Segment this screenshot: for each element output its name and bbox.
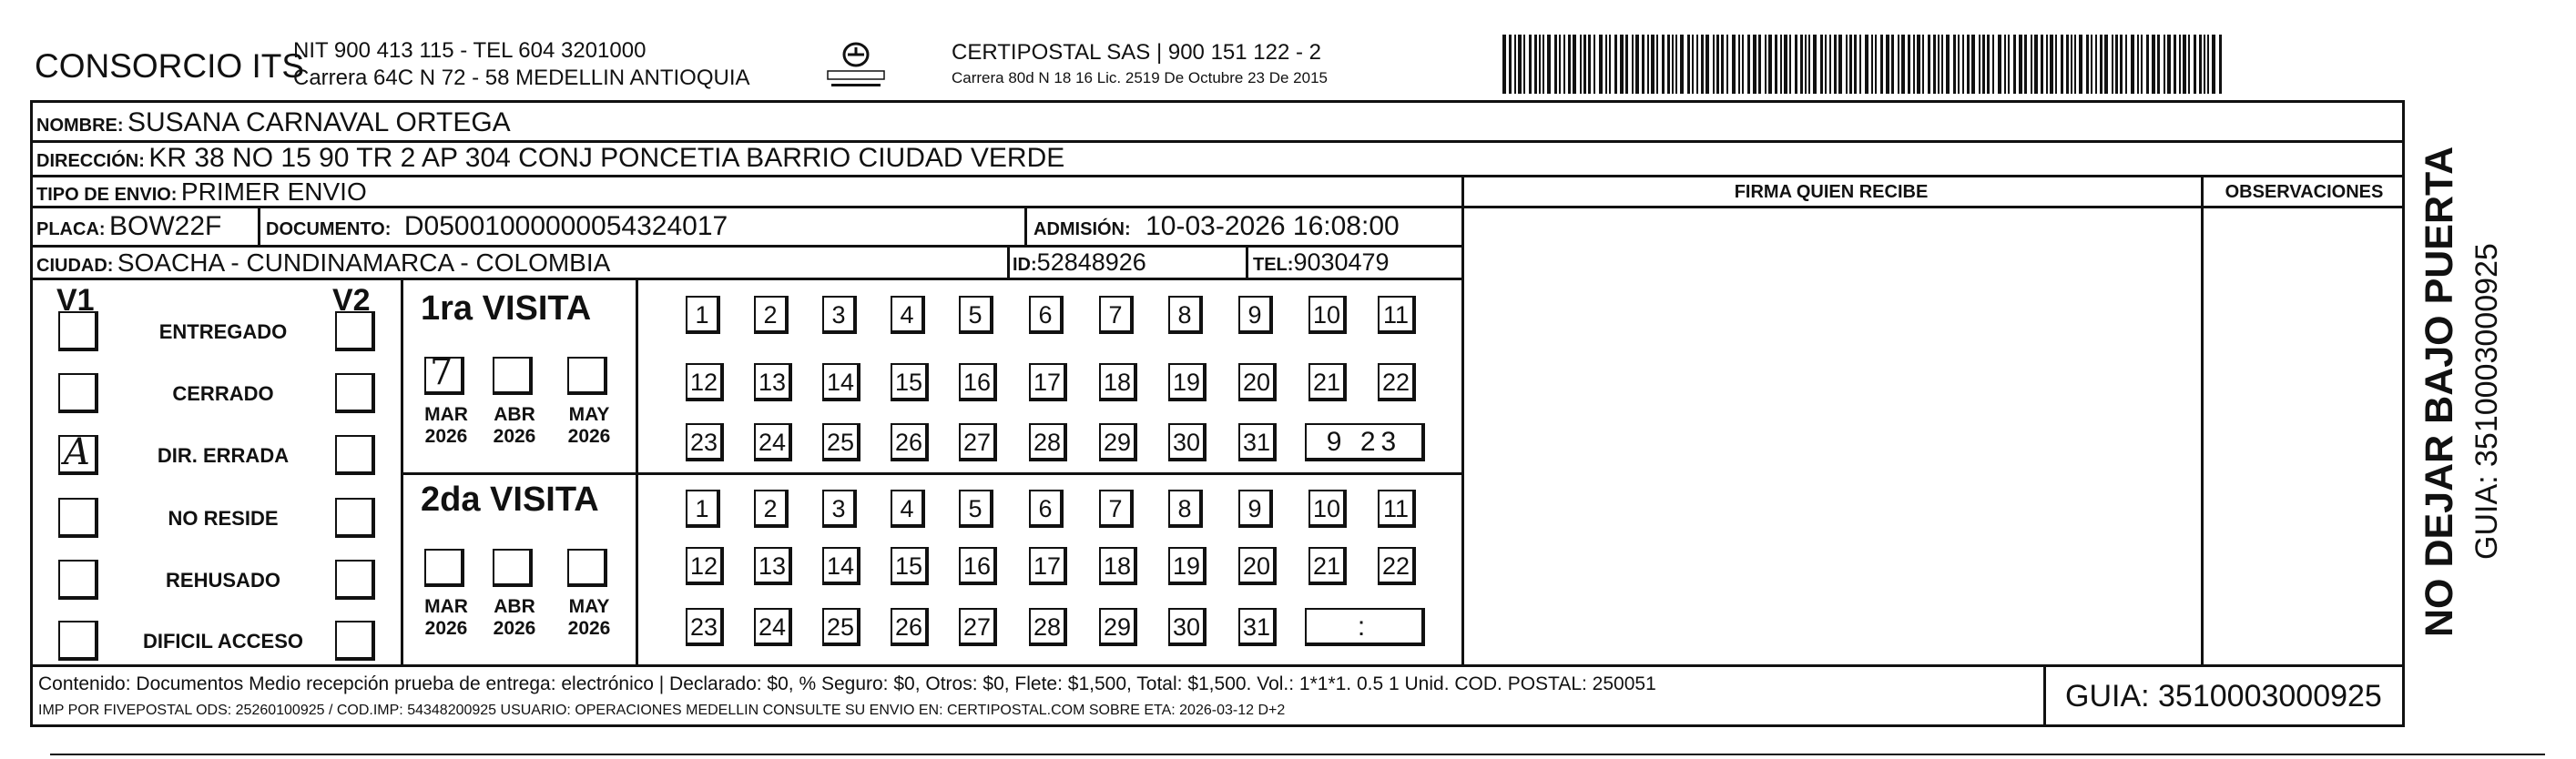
barcode-bar [1758, 35, 1761, 94]
day-checkbox[interactable]: 13 [754, 363, 792, 401]
v1-checkbox[interactable] [58, 621, 98, 661]
barcode-bar [1808, 35, 1810, 94]
day-checkbox[interactable]: 7 [1099, 296, 1134, 334]
v1-checkbox[interactable] [58, 373, 98, 413]
day-checkbox[interactable]: 20 [1238, 363, 1277, 401]
documento-value: D05001000000054324017 [403, 211, 728, 241]
barcode-bar [1509, 35, 1512, 94]
year-label: 2026 [567, 426, 611, 447]
barcode-bar [1886, 35, 1889, 94]
day-checkbox[interactable]: 9 [1238, 490, 1273, 528]
barcode-bar [1846, 35, 1848, 94]
barcode-bar [2095, 35, 2097, 94]
barcode-bar [1534, 35, 1537, 94]
nombre-value: SUSANA CARNAVAL ORTEGA [127, 107, 511, 137]
day-checkbox[interactable]: 3 [822, 490, 857, 528]
status-label: REHUSADO [166, 569, 280, 592]
barcode-bar [1800, 35, 1803, 94]
day-checkbox[interactable]: 23 [686, 423, 724, 461]
barcode-bar [1687, 35, 1690, 94]
barcode-bar [1716, 35, 1719, 94]
barcode-bar [1967, 35, 1970, 94]
year-label: 2026 [493, 426, 536, 447]
status-label: DIFICIL ACCESO [142, 630, 303, 653]
month-checkbox[interactable] [567, 357, 607, 395]
v2-label: V2 [332, 283, 371, 318]
barcode-bar [2100, 35, 2103, 94]
day-checkbox[interactable]: 25 [822, 423, 860, 461]
barcode-bar [1547, 35, 1551, 94]
barcode-bar [2066, 35, 2069, 94]
barcode-bar [1880, 35, 1883, 94]
barcode-bar [1518, 35, 1522, 94]
barcode-bar [2091, 35, 2092, 94]
direccion-label: DIRECCIÓN: [36, 151, 145, 171]
day-checkbox[interactable]: 12 [686, 363, 724, 401]
year-label: 2026 [567, 618, 611, 639]
barcode-bar [2074, 35, 2076, 94]
barcode-bar [1979, 35, 1980, 94]
month-label: MAY [568, 404, 610, 425]
barcode-bar [2207, 35, 2209, 94]
side-guia-text: GUIA: 3510003000925 [2469, 243, 2504, 560]
barcode-bar [2061, 35, 2063, 94]
side-guia [2469, 177, 2510, 560]
month-label: MAY [568, 596, 610, 617]
day-checkbox[interactable]: 8 [1168, 296, 1203, 334]
day-checkbox[interactable]: 30 [1168, 608, 1207, 646]
barcode-bar [1953, 35, 1956, 94]
day-checkbox[interactable]: 15 [891, 363, 929, 401]
side-warning [2418, 127, 2463, 637]
company-nit: NIT 900 413 115 - TEL 604 3201000 [293, 38, 647, 63]
id-value: 52848926 [1036, 248, 1146, 276]
day-checkbox[interactable]: 30 [1168, 423, 1207, 461]
barcode-bar [2188, 35, 2190, 94]
barcode-bar [2041, 35, 2043, 94]
day-checkbox[interactable]: 6 [1029, 490, 1064, 528]
tipo-label: TIPO DE ENVIO: [36, 185, 178, 205]
day-checkbox[interactable]: 29 [1099, 423, 1137, 461]
documento-label: DOCUMENTO: [266, 219, 392, 239]
barcode-bar [1554, 35, 1557, 94]
barcode-bar [2013, 35, 2016, 94]
barcode-bar [1580, 35, 1582, 94]
barcode-bar [1854, 35, 1857, 94]
barcode-bar [1732, 35, 1736, 94]
day-checkbox[interactable]: 24 [754, 608, 792, 646]
status-label: DIR. ERRADA [157, 444, 290, 467]
barcode-bar [1992, 35, 1994, 94]
barcode-bar [2034, 35, 2038, 94]
barcode-bar [1529, 35, 1532, 94]
barcode-bar [2219, 35, 2222, 94]
carrier-address: Carrera 80d N 18 16 Lic. 2519 De Octubre 23 De 2015 [952, 69, 1328, 86]
v2-checkbox[interactable] [335, 435, 375, 475]
time-field[interactable]: 9 23 [1305, 423, 1425, 461]
barcode-bar [2131, 35, 2134, 94]
day-checkbox[interactable]: 22 [1378, 363, 1416, 401]
month-label: MAR [424, 596, 468, 617]
barcode-bar [1859, 35, 1861, 94]
day-checkbox[interactable]: 17 [1029, 363, 1067, 401]
day-checkbox[interactable]: 16 [959, 547, 997, 585]
barcode-bar [1642, 35, 1644, 94]
barcode-bar [1938, 35, 1940, 94]
barcode-bar [1825, 35, 1827, 94]
barcode-bar [1662, 35, 1665, 94]
barcode-bar [1614, 35, 1617, 94]
day-checkbox[interactable]: 11 [1378, 490, 1416, 528]
barcode-bar [2019, 35, 2022, 94]
barcode-bar [1917, 35, 1920, 94]
barcode-bar [1747, 35, 1750, 94]
month-label: MAR [424, 404, 468, 425]
barcode-bar [1701, 35, 1704, 94]
barcode-bar [2204, 35, 2205, 94]
month-label: ABR [494, 404, 535, 425]
barcode-bar [1568, 35, 1571, 94]
tel-label: TEL: [1253, 255, 1294, 275]
day-checkbox[interactable]: 11 [1378, 296, 1416, 334]
barcode-bar [1559, 35, 1561, 94]
company-name: CONSORCIO ITS [35, 47, 305, 85]
day-checkbox[interactable]: 25 [822, 608, 860, 646]
barcode-bar [2167, 35, 2171, 94]
barcode-bar [1891, 35, 1894, 94]
placa-label: PLACA: [36, 219, 106, 239]
day-checkbox[interactable]: 20 [1238, 547, 1277, 585]
barcode-bar [2137, 35, 2139, 94]
barcode-bar [1941, 35, 1943, 94]
day-checkbox[interactable]: 28 [1029, 423, 1067, 461]
direccion-row [36, 143, 1064, 174]
certipostal-logo [824, 36, 888, 93]
barcode-bar [2031, 35, 2032, 94]
month-label: ABR [494, 596, 535, 617]
barcode [1502, 35, 2222, 94]
barcode-bar [2212, 35, 2215, 94]
day-checkbox[interactable]: 3 [822, 296, 857, 334]
barcode-bar [1543, 35, 1544, 94]
barcode-bar [1829, 35, 1831, 94]
barcode-bar [1865, 35, 1868, 94]
barcode-bar [1599, 35, 1603, 94]
barcode-bar [1647, 35, 1649, 94]
barcode-bar [2046, 35, 2048, 94]
observaciones-header: OBSERVACIONES [2225, 182, 2384, 202]
barcode-bar [1605, 35, 1607, 94]
day-checkbox[interactable]: 5 [959, 296, 993, 334]
barcode-bar [1573, 35, 1576, 94]
company-address: Carrera 64C N 72 - 58 MEDELLIN ANTIOQUIA [293, 66, 750, 90]
day-checkbox[interactable]: 10 [1308, 490, 1347, 528]
tel-value: 9030479 [1293, 248, 1390, 276]
barcode-bar [1632, 35, 1634, 94]
day-checkbox[interactable]: 31 [1238, 423, 1277, 461]
barcode-bar [1765, 35, 1767, 94]
barcode-bar [1675, 35, 1677, 94]
year-label: 2026 [424, 426, 468, 447]
day-checkbox[interactable]: 26 [891, 608, 929, 646]
nombre-label: NOMBRE: [36, 116, 124, 136]
barcode-bar [1849, 35, 1852, 94]
barcode-bar [1563, 35, 1565, 94]
v1-checkbox[interactable] [58, 311, 98, 351]
barcode-bar [2079, 35, 2082, 94]
barcode-bar [1502, 35, 1506, 94]
barcode-bar [1998, 35, 2001, 94]
barcode-bar [1713, 35, 1715, 94]
v2-checkbox[interactable] [335, 498, 375, 538]
status-label: ENTREGADO [158, 320, 288, 343]
v1-label: V1 [56, 283, 95, 318]
barcode-bar [1820, 35, 1823, 94]
barcode-bar [1834, 35, 1837, 94]
barcode-bar [1922, 35, 1924, 94]
day-checkbox[interactable]: 4 [891, 490, 925, 528]
month-checkbox[interactable] [493, 357, 533, 395]
barcode-bar [1588, 35, 1591, 94]
status-label: NO RESIDE [168, 507, 279, 530]
barcode-bar [1721, 35, 1724, 94]
day-checkbox[interactable]: 14 [822, 547, 860, 585]
barcode-bar [1958, 35, 1960, 94]
barcode-bar [1514, 35, 1516, 94]
barcode-bar [1898, 35, 1899, 94]
barcode-bar [1908, 35, 1910, 94]
day-checkbox[interactable]: 31 [1238, 608, 1277, 646]
barcode-bar [1987, 35, 1990, 94]
barcode-bar [1789, 35, 1791, 94]
ciudad-value: SOACHA - CUNDINAMARCA - COLOMBIA [117, 248, 611, 277]
barcode-bar [2141, 35, 2143, 94]
day-checkbox[interactable]: 27 [959, 608, 997, 646]
day-checkbox[interactable]: 16 [959, 363, 997, 401]
admision-row [1033, 211, 1400, 242]
carrier-name: CERTIPOSTAL SAS | 900 151 122 - 2 [952, 40, 1321, 65]
ciudad-row [36, 248, 610, 278]
barcode-bar [2008, 35, 2010, 94]
month-checkbox[interactable] [424, 549, 464, 587]
barcode-bar [1620, 35, 1624, 94]
barcode-bar [1651, 35, 1655, 94]
barcode-bar [2146, 35, 2149, 94]
barcode-bar [2004, 35, 2006, 94]
barcode-bar [1795, 35, 1797, 94]
barcode-bar [2179, 35, 2181, 94]
barcode-bar [2104, 35, 2108, 94]
footer-guia: GUIA: 3510003000925 [2065, 679, 2382, 713]
day-checkbox[interactable]: 14 [822, 363, 860, 401]
barcode-bar [1609, 35, 1611, 94]
day-checkbox[interactable]: 29 [1099, 608, 1137, 646]
admision-label: ADMISIÓN: [1033, 219, 1131, 239]
admision-value: 10-03-2026 16:08:00 [1145, 211, 1400, 241]
barcode-bar [2115, 35, 2118, 94]
year-label: 2026 [424, 618, 468, 639]
barcode-bar [2152, 35, 2155, 94]
day-checkbox[interactable]: 28 [1029, 608, 1067, 646]
nombre-row [36, 107, 511, 138]
barcode-bar [1775, 35, 1777, 94]
day-checkbox[interactable]: 2 [754, 296, 789, 334]
barcode-bar [1672, 35, 1674, 94]
handwritten-month-mark: 7 [430, 351, 453, 393]
barcode-bar [2024, 35, 2027, 94]
barcode-bar [2086, 35, 2089, 94]
day-checkbox[interactable]: 19 [1168, 363, 1207, 401]
handwritten-mark: A [64, 431, 90, 473]
barcode-bar [1667, 35, 1670, 94]
barcode-bar [2071, 35, 2072, 94]
v2-checkbox[interactable] [335, 621, 375, 661]
barcode-bar [1593, 35, 1595, 94]
day-checkbox[interactable]: 15 [891, 547, 929, 585]
side-warning-text: NO DEJAR BAJO PUERTA [2418, 146, 2461, 637]
day-checkbox[interactable]: 10 [1308, 296, 1347, 334]
barcode-bar [1838, 35, 1842, 94]
footer-imp: IMP POR FIVEPOSTAL ODS: 25260100925 / COD.IMP: 54348200925 USUARIO: OPERACIONES MEDELLIN CONSULTE SU ENVIO EN: CERTIPOSTAL.COM SOBRE ETA: 2026-03-12 D+2 [38, 703, 1286, 718]
day-checkbox[interactable]: 27 [959, 423, 997, 461]
barcode-bar [1901, 35, 1905, 94]
day-checkbox[interactable]: 6 [1029, 296, 1064, 334]
bottom-rule [50, 754, 2545, 755]
barcode-bar [2120, 35, 2123, 94]
barcode-bar [1753, 35, 1756, 94]
barcode-bar [1946, 35, 1950, 94]
barcode-bar [1982, 35, 1985, 94]
id-label: ID: [1013, 255, 1037, 275]
barcode-bar [1692, 35, 1694, 94]
visit1-title: 1ra VISITA [421, 289, 592, 328]
v1-checkbox[interactable] [58, 560, 98, 600]
documento-row [266, 211, 728, 242]
barcode-bar [2174, 35, 2176, 94]
v2-checkbox[interactable] [335, 560, 375, 600]
barcode-bar [1962, 35, 1964, 94]
barcode-bar [1933, 35, 1936, 94]
barcode-bar [1805, 35, 1807, 94]
day-checkbox[interactable]: 1 [686, 296, 720, 334]
id-row [1013, 248, 1146, 277]
day-checkbox[interactable]: 21 [1308, 363, 1347, 401]
barcode-bar [1583, 35, 1586, 94]
status-label: CERRADO [172, 382, 274, 405]
v1-checkbox[interactable] [58, 498, 98, 538]
time-field[interactable]: : [1305, 608, 1425, 646]
day-checkbox[interactable]: 23 [686, 608, 724, 646]
barcode-bar [1656, 35, 1658, 94]
day-checkbox[interactable]: 9 [1238, 296, 1273, 334]
v2-checkbox[interactable] [335, 311, 375, 351]
footer-content: Contenido: Documentos Medio recepción prueba de entrega: electrónico | Declarado: $0, % Seguro: $0, Otros: $0, Flete: $1,500, Total: $1,500. Vol.: 1*1*1. 0.5 1 Unid. COD. POSTAL: 250051 [38, 673, 1656, 694]
barcode-bar [1539, 35, 1541, 94]
barcode-bar [1696, 35, 1698, 94]
barcode-bar [2125, 35, 2127, 94]
barcode-bar [2050, 35, 2053, 94]
year-label: 2026 [493, 618, 536, 639]
day-checkbox[interactable]: 5 [959, 490, 993, 528]
day-checkbox[interactable]: 2 [754, 490, 789, 528]
barcode-bar [1635, 35, 1639, 94]
barcode-bar [1871, 35, 1873, 94]
day-checkbox[interactable]: 26 [891, 423, 929, 461]
barcode-bar [1971, 35, 1975, 94]
day-checkbox[interactable]: 4 [891, 296, 925, 334]
barcode-bar [2194, 35, 2196, 94]
visit2-title: 2da VISITA [421, 481, 599, 519]
ciudad-label: CIUDAD: [36, 256, 114, 276]
barcode-bar [1738, 35, 1740, 94]
barcode-bar [2112, 35, 2113, 94]
month-checkbox[interactable] [567, 549, 607, 587]
placa-row [36, 211, 221, 242]
barcode-bar [1726, 35, 1728, 94]
barcode-bar [1875, 35, 1877, 94]
barcode-bar [1680, 35, 1684, 94]
day-checkbox[interactable]: 13 [754, 547, 792, 585]
day-checkbox[interactable]: 1 [686, 490, 720, 528]
day-checkbox[interactable]: 24 [754, 423, 792, 461]
barcode-bar [1705, 35, 1709, 94]
barcode-bar [1523, 35, 1525, 94]
v2-checkbox[interactable] [335, 373, 375, 413]
barcode-bar [1742, 35, 1744, 94]
day-checkbox[interactable]: 22 [1378, 547, 1416, 585]
day-checkbox[interactable]: 17 [1029, 547, 1067, 585]
barcode-bar [2055, 35, 2057, 94]
barcode-bar [1913, 35, 1915, 94]
firma-header: FIRMA QUIEN RECIBE [1734, 182, 1929, 202]
day-checkbox[interactable]: 7 [1099, 490, 1134, 528]
month-checkbox[interactable] [493, 549, 533, 587]
day-checkbox[interactable]: 21 [1308, 547, 1347, 585]
barcode-bar [2199, 35, 2202, 94]
day-checkbox[interactable]: 18 [1099, 363, 1137, 401]
barcode-bar [1780, 35, 1782, 94]
barcode-bar [1784, 35, 1787, 94]
tipo-row [36, 177, 367, 207]
day-checkbox[interactable]: 19 [1168, 547, 1207, 585]
tipo-value: PRIMER ENVIO [180, 177, 367, 206]
barcode-bar [1625, 35, 1628, 94]
barcode-bar [1813, 35, 1817, 94]
barcode-bar [2157, 35, 2160, 94]
barcode-bar [2164, 35, 2165, 94]
direccion-value: KR 38 NO 15 90 TR 2 AP 304 CONJ PONCETIA BARRIO CIUDAD VERDE [148, 143, 1065, 173]
tel-row [1253, 248, 1390, 277]
barcode-bar [2183, 35, 2186, 94]
day-checkbox[interactable]: 12 [686, 547, 724, 585]
placa-value: BOW22F [109, 211, 222, 241]
day-checkbox[interactable]: 8 [1168, 490, 1203, 528]
barcode-bar [1768, 35, 1772, 94]
barcode-bar [1928, 35, 1930, 94]
day-checkbox[interactable]: 18 [1099, 547, 1137, 585]
